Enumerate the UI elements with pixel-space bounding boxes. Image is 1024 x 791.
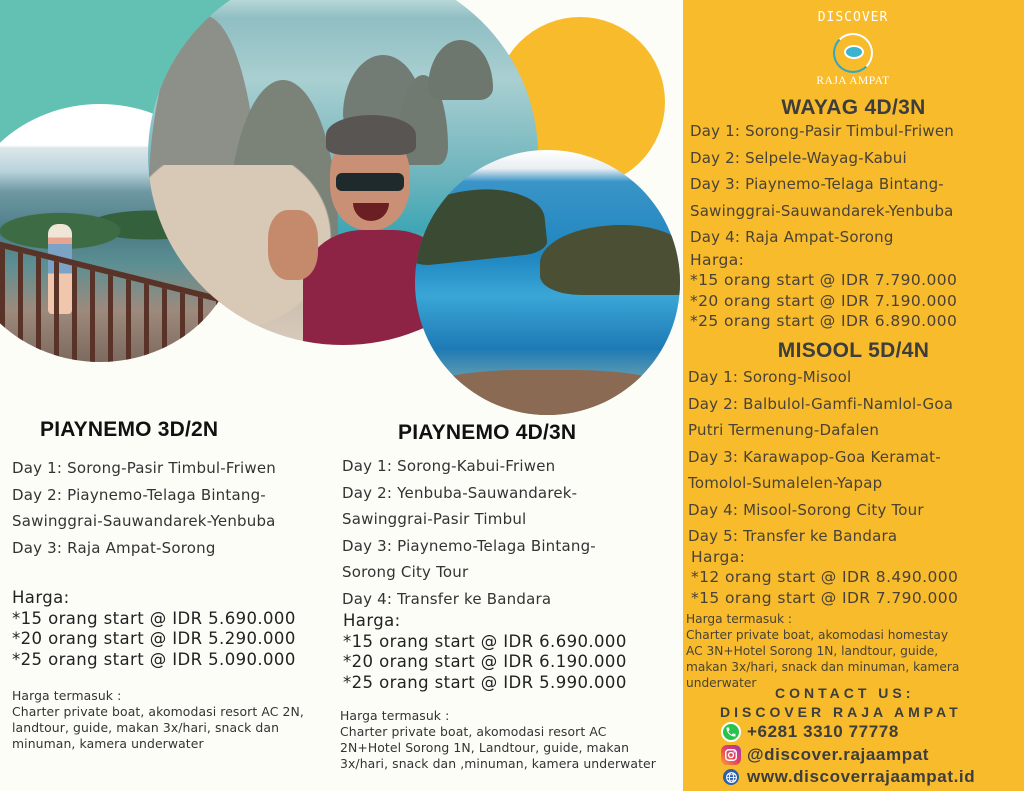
includes-text: Charter private boat, akomodasi resort AC 2N+Hotel Sorong 1N, Landtour, guide, makan 3x/hari, snack dan ,minuman, kamera underwater bbox=[340, 724, 656, 771]
itinerary-day: Putri Termenung-Dafalen bbox=[688, 421, 880, 439]
price-list bbox=[12, 588, 296, 670]
brand-logo bbox=[798, 10, 908, 92]
itinerary-day: Day 1: Sorong-Pasir Timbul-Friwen bbox=[12, 459, 276, 477]
package-title: PIAYNEMO 3D/2N bbox=[40, 418, 219, 441]
right-panel bbox=[683, 0, 1024, 791]
contact-heading: CONTACT US: bbox=[775, 685, 915, 701]
price-item: *20 orang start @ IDR 7.190.000 bbox=[690, 291, 958, 310]
itinerary-day: Day 4: Transfer ke Bandara bbox=[342, 589, 552, 608]
whatsapp-icon bbox=[721, 722, 741, 742]
price-label: Harga: bbox=[691, 548, 746, 566]
includes-block bbox=[340, 708, 670, 772]
itinerary-list-misool bbox=[688, 364, 953, 550]
price-list-misool bbox=[691, 547, 958, 608]
itinerary-day: Tomolol-Sumalelen-Yapap bbox=[688, 474, 883, 492]
itinerary-day: Day 3: Piaynemo-Telaga Bintang- bbox=[342, 536, 596, 555]
contact-phone: +6281 3310 77778 bbox=[747, 722, 899, 741]
includes-text: Charter private boat, akomodasi resort AC 2N, landtour, guide, makan 3x/hari, snack dan minuman, kamera underwater bbox=[12, 704, 304, 751]
contact-website[interactable] bbox=[721, 767, 975, 787]
price-item: *20 orang start @ IDR 6.190.000 bbox=[343, 652, 627, 671]
itinerary-list-wayag bbox=[690, 118, 954, 251]
includes-line: makan 3x/hari, snack dan minuman, kamera bbox=[686, 660, 960, 674]
itinerary-day: Day 2: Selpele-Wayag-Kabui bbox=[690, 148, 907, 167]
includes-label: Harga termasuk : bbox=[686, 612, 793, 626]
price-item: *15 orang start @ IDR 7.790.000 bbox=[690, 271, 958, 290]
contact-instagram-handle: @discover.rajaampat bbox=[747, 745, 930, 764]
price-item: *15 orang start @ IDR 5.690.000 bbox=[12, 608, 296, 628]
itinerary-day: Day 4: Misool-Sorong City Tour bbox=[688, 500, 924, 519]
itinerary-day: Day 5: Transfer ke Bandara bbox=[688, 527, 898, 545]
itinerary-day: Day 4: Raja Ampat-Sorong bbox=[690, 228, 894, 246]
itinerary-day: Sorong City Tour bbox=[342, 563, 469, 581]
itinerary-day: Day 1: Sorong-Misool bbox=[688, 368, 852, 386]
package-title-wayag: WAYAG 4D/3N bbox=[781, 96, 926, 119]
price-label: Harga: bbox=[690, 251, 745, 269]
price-list bbox=[343, 611, 627, 693]
price-item: *20 orang start @ IDR 5.290.000 bbox=[12, 629, 296, 648]
itinerary-day: Sawinggrai-Sauwandarek-Yenbuba bbox=[12, 512, 276, 530]
itinerary-day: Day 2: Balbulol-Gamfi-Namlol-Goa bbox=[688, 394, 954, 413]
price-list-wayag bbox=[690, 250, 957, 331]
turtle-icon bbox=[833, 33, 873, 73]
price-label: Harga: bbox=[12, 588, 70, 607]
itinerary-day: Day 2: Yenbuba-Sauwandarek- bbox=[342, 483, 578, 502]
price-item: *15 orang start @ IDR 7.790.000 bbox=[691, 588, 959, 607]
package-title: PIAYNEMO 4D/3N bbox=[398, 421, 577, 444]
price-label: Harga: bbox=[343, 611, 401, 630]
itinerary-list bbox=[12, 455, 276, 561]
contact-instagram[interactable] bbox=[721, 745, 929, 765]
includes-line: underwater bbox=[686, 676, 757, 690]
contact-website-url: www.discoverrajaampat.id bbox=[747, 767, 976, 786]
instagram-icon bbox=[721, 745, 741, 765]
globe-icon bbox=[721, 767, 741, 787]
itinerary-day: Day 3: Piaynemo-Telaga Bintang- bbox=[690, 175, 944, 193]
includes-label: Harga termasuk : bbox=[340, 708, 450, 723]
price-item: *25 orang start @ IDR 6.890.000 bbox=[690, 311, 958, 330]
includes-label: Harga termasuk : bbox=[12, 688, 122, 703]
itinerary-day: Day 3: Karawapop-Goa Keramat- bbox=[688, 447, 941, 466]
itinerary-day: Day 1: Sorong-Kabui-Friwen bbox=[342, 457, 556, 475]
itinerary-day: Sawinggrai-Sauwandarek-Yenbuba bbox=[690, 201, 954, 220]
includes-line: Charter private boat, akomodasi homestay bbox=[686, 628, 949, 642]
logo-text-bottom: RAJA AMPAT bbox=[816, 75, 890, 87]
includes-block bbox=[12, 688, 322, 752]
package-title-misool: MISOOL 5D/4N bbox=[777, 339, 930, 362]
itinerary-day: Day 2: Piaynemo-Telaga Bintang- bbox=[12, 485, 266, 504]
itinerary-day: Day 3: Raja Ampat-Sorong bbox=[12, 538, 216, 557]
contact-whatsapp[interactable] bbox=[721, 722, 899, 742]
logo-text-top: DISCOVER bbox=[817, 10, 889, 25]
itinerary-list bbox=[342, 453, 596, 612]
includes-block-misool bbox=[686, 611, 1022, 691]
contact-company: DISCOVER RAJA AMPAT bbox=[720, 704, 962, 720]
price-item: *15 orang start @ IDR 6.690.000 bbox=[343, 631, 627, 651]
itinerary-day: Sawinggrai-Pasir Timbul bbox=[342, 510, 527, 528]
price-item: *12 orang start @ IDR 8.490.000 bbox=[691, 568, 959, 587]
itinerary-day: Day 1: Sorong-Pasir Timbul-Friwen bbox=[690, 122, 954, 140]
price-item: *25 orang start @ IDR 5.090.000 bbox=[12, 649, 296, 669]
includes-line: AC 3N+Hotel Sorong 1N, landtour, guide, bbox=[686, 644, 939, 658]
photo-blue-lagoon bbox=[415, 150, 680, 415]
price-item: *25 orang start @ IDR 5.990.000 bbox=[343, 672, 627, 692]
